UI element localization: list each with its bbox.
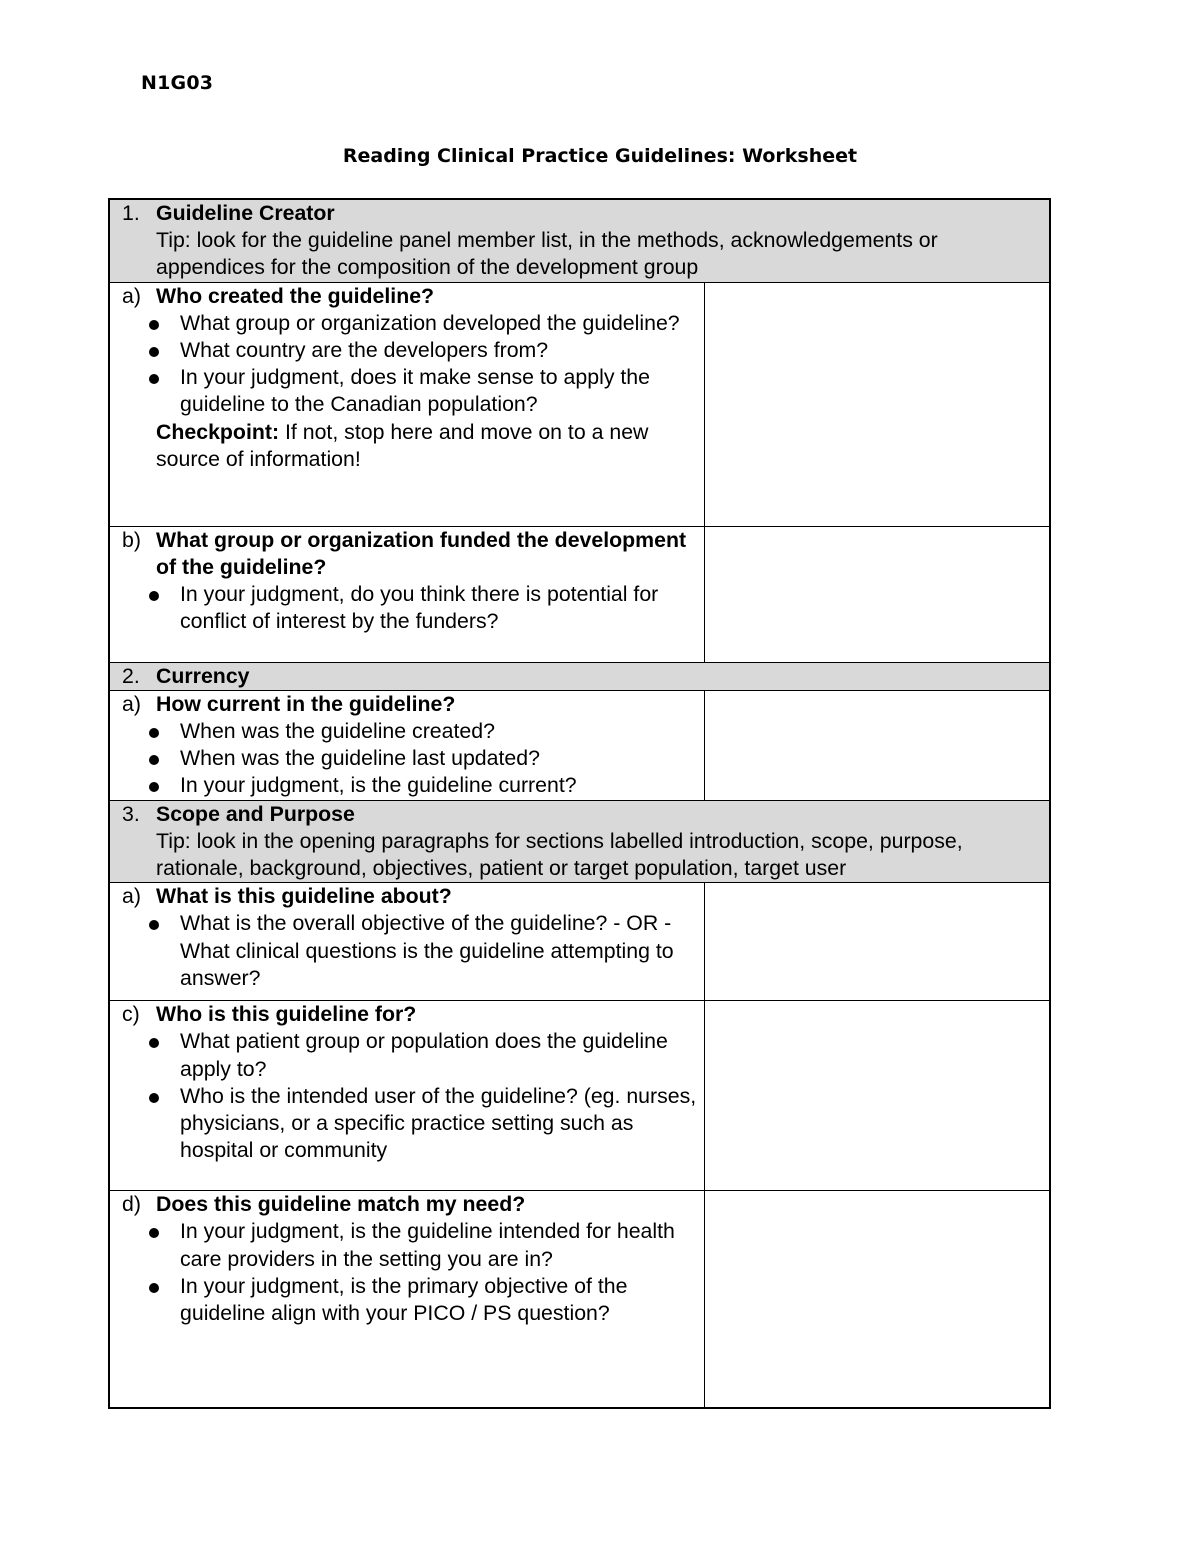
question-row (109, 282, 1050, 526)
list-item (110, 718, 698, 745)
question-title: Who created the guideline? (156, 283, 435, 308)
bullet-icon (149, 347, 159, 357)
question-row (109, 1001, 1050, 1191)
list-item (110, 910, 698, 992)
bullet-icon (149, 1283, 159, 1293)
answer-cell[interactable] (704, 1191, 1050, 1409)
bullet-text: What is the overall objective of the guideline? - OR - What clinical questions is the guideline attempting to answer? (180, 911, 674, 990)
list-item (110, 364, 698, 418)
section-header-guideline-creator (109, 199, 1050, 282)
bullet-icon (149, 728, 159, 738)
question-letter: b) (122, 527, 141, 552)
section-tip: Tip: look in the opening paragraphs for sections labelled introduction, scope, purpose, rationale, background, objectives, patient or target population, target user (156, 828, 963, 881)
list-item (110, 310, 698, 337)
section-tip: Tip: look for the guideline panel member list, in the methods, acknowledgements or appendices for the composition of the development group (156, 228, 938, 280)
question-letter: a) (122, 691, 141, 716)
question-row (109, 883, 1050, 1001)
question-title: What is this guideline about? (156, 884, 452, 909)
bullet-icon (149, 1093, 159, 1103)
bullet-text: Who is the intended user of the guideline? (eg. nurses, physicians, or a specific practice setting such as hospital or community (180, 1083, 697, 1163)
document-code: N1G03 (141, 72, 214, 94)
bullet-icon (149, 782, 159, 792)
answer-cell[interactable] (704, 1001, 1050, 1191)
bullet-text: In your judgment, is the guideline current? (180, 773, 577, 798)
bullet-icon (149, 1038, 159, 1048)
bullet-text: In your judgment, does it make sense to apply the guideline to the Canadian population? (180, 365, 650, 417)
section-number: 3. (122, 801, 140, 826)
section-header-currency (109, 662, 1050, 690)
section-title: Guideline Creator (156, 201, 335, 225)
question-title: Who is this guideline for? (156, 1002, 417, 1027)
checkpoint-label: Checkpoint: (156, 419, 280, 444)
list-item (110, 581, 698, 635)
answer-cell[interactable] (704, 690, 1050, 800)
checkpoint-note (156, 419, 698, 473)
bullet-icon (149, 920, 159, 930)
list-item (110, 772, 698, 799)
bullet-icon (149, 320, 159, 330)
bullet-icon (149, 591, 159, 601)
checkpoint-text: If not, stop here and move on to a new source of information! (156, 419, 649, 471)
document-title: Reading Clinical Practice Guidelines: Worksheet (342, 145, 858, 167)
bullet-text: When was the guideline last updated? (180, 746, 540, 771)
question-title: Does this guideline match my need? (156, 1192, 526, 1217)
bullet-text: What patient group or population does the guideline apply to? (180, 1029, 668, 1081)
question-letter: a) (122, 283, 141, 308)
answer-cell[interactable] (704, 883, 1050, 1001)
section-title: Scope and Purpose (156, 801, 355, 826)
bullet-text: What country are the developers from? (180, 338, 549, 363)
bullet-text: In your judgment, do you think there is potential for conflict of interest by the funders? (180, 582, 659, 634)
section-header-scope-and-purpose (109, 800, 1050, 883)
question-row (109, 526, 1050, 662)
question-letter: c) (122, 1002, 140, 1027)
list-item (110, 1083, 698, 1165)
question-letter: a) (122, 884, 141, 909)
bullet-text: In your judgment, is the primary objective of the guideline align with your PICO / PS question? (180, 1273, 628, 1326)
question-row (109, 690, 1050, 800)
list-item (110, 337, 698, 364)
answer-cell[interactable] (704, 526, 1050, 662)
list-item (110, 1218, 698, 1272)
section-number: 1. (122, 201, 140, 225)
bullet-text: What group or organization developed the guideline? (180, 310, 680, 335)
bullet-icon (149, 1228, 159, 1238)
list-item (110, 745, 698, 772)
section-number: 2. (122, 663, 140, 688)
question-letter: d) (122, 1192, 141, 1217)
section-title: Currency (156, 663, 250, 688)
answer-cell[interactable] (704, 282, 1050, 526)
question-title: How current in the guideline? (156, 691, 456, 716)
question-title: What group or organization funded the development of the guideline? (156, 527, 687, 579)
bullet-text: When was the guideline created? (180, 719, 495, 744)
list-item (110, 1273, 698, 1327)
worksheet-table (108, 198, 1051, 1409)
bullet-icon (149, 374, 159, 384)
question-row (109, 1191, 1050, 1409)
list-item (110, 1028, 698, 1082)
bullet-icon (149, 755, 159, 765)
bullet-text: In your judgment, is the guideline intended for health care providers in the setting you are in? (180, 1219, 675, 1271)
